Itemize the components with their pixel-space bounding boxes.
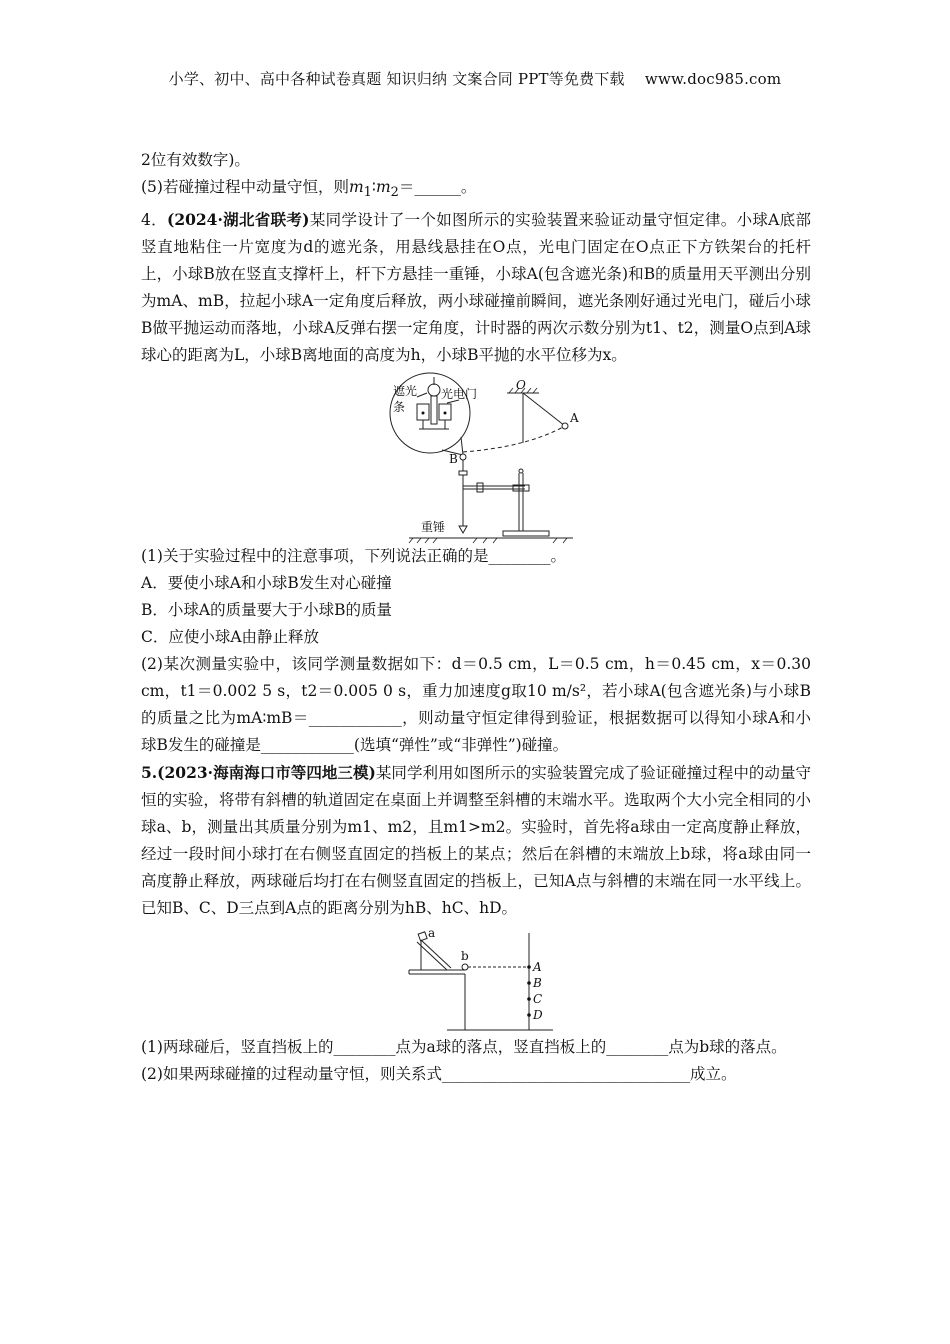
q4-source: (2024·湖北省联考) <box>166 210 310 230</box>
q4-stem: 4．(2024·湖北省联考)某同学设计了一个如图所示的实验装置来验证动量守恒定律。小球A底部竖直地粘住一片宽度为d的遮光条，用悬线悬挂在O点，光电门固定在O点正下方铁架台的托杆上，小球B放在竖直支撑杆上，杆下方悬挂一重锤，小球A(包含遮光条)和B的质量用天平测出分别为mA、mB，拉起小球A一定角度后释放，两小球碰撞前瞬间，遮光条刚好通过光电门，碰后小球B做平抛运动而落地，小球A反弹右摆一定角度，计时器的两次示数分别为t1、t2，测量O点到A球球心的距离为L，小球B离地面的高度为h，小球B平抛的水平位移为x。 <box>141 210 811 365</box>
q5-part1: (1)两球碰后，竖直挡板上的________点为a球的落点，竖直挡板上的________点为b球的落点。 <box>141 1038 787 1057</box>
figure-pendulum-apparatus <box>387 373 577 539</box>
label-a: a <box>428 926 436 941</box>
q5-stem: 5.(2023·海南海口市等四地三模)某同学利用如图所示的实验装置完成了验证碰撞过程中的动量守恒的实验，将带有斜槽的轨道固定在桌面上并调整至斜槽的末端水平。选取两个大小完全相同的小球a、b，测量出其质量分别为m1、m2，且m1>m2。实验时，首先将a球由一定高度静止释放，经过一段时间小球打在右侧竖直固定的挡板上的某点；然后在斜槽的末端放上b球，将a球由同一高度静止释放，两球碰后均打在右侧竖直固定的挡板上，已知A点与斜槽的末端在同一水平线上。已知B、C、D三点到A点的距离分别为hB、hC、hD。 <box>141 763 811 918</box>
q4-part1: (1)关于实验过程中的注意事项，下列说法正确的是________。 <box>141 547 566 566</box>
q4-option-a: A．要使小球A和小球B发生对心碰撞 <box>141 574 392 593</box>
label-point-A: A <box>533 960 542 975</box>
document-body <box>141 147 811 1088</box>
figure-incline-track <box>407 928 557 1032</box>
label-zhongchui: 重锤 <box>421 520 446 535</box>
page-header: 小学、初中、高中各种试卷真题 知识归纳 文案合同 PPT等免费下载 www.doc985.com <box>168 70 782 88</box>
q5-part2: (2)如果两球碰撞的过程动量守恒，则关系式________________________________成立。 <box>141 1065 737 1084</box>
label-guangdianmen: 光电门 <box>441 387 478 402</box>
label-B: B <box>449 452 458 467</box>
label-A: A <box>570 411 579 426</box>
label-point-B: B <box>533 976 542 991</box>
label-b: b <box>461 949 469 964</box>
label-zheguang: 遮光 <box>393 384 418 399</box>
q4-part2: (2)某次测量实验中，该同学测量数据如下：d＝0.5 cm，L＝0.5 cm，h＝0.45 cm，x＝0.30 cm，t1＝0.002 5 s，t2＝0.005 0 s，重力加速度g取10 m/s²，若小球A(包含遮光条)与小球B的质量之比为mA∶mB＝____________，则动量守恒定律得到验证，根据数据可以得知小球A和小球B发生的碰撞是____________(选填“弹性”或“非弹性”)碰撞。 <box>141 655 811 755</box>
label-O: O <box>516 378 526 393</box>
label-tiao: 条 <box>393 400 406 415</box>
label-point-D: D <box>533 1008 543 1023</box>
q3-part5: (5)若碰撞过程中动量守恒，则$m_1∶m_2=\_\_\_\_\_\_$。 <box>141 178 477 201</box>
q4-option-b: B．小球A的质量要大于小球B的质量 <box>141 601 392 620</box>
line-sig-figs: 2位有效数字)。 <box>141 151 250 169</box>
q5-source: 5.(2023·海南海口市等四地三模) <box>141 763 376 783</box>
label-point-C: C <box>533 992 543 1007</box>
q4-option-c: C．应使小球A由静止释放 <box>141 628 320 647</box>
